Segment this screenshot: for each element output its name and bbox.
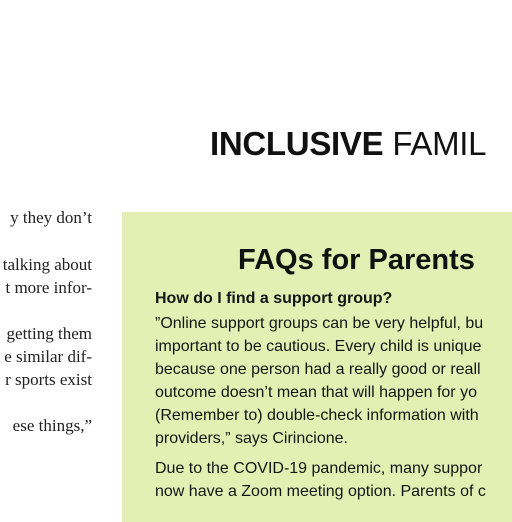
left-line: t more infor- <box>5 278 92 297</box>
header-title-light: FAMIL <box>392 125 487 162</box>
answer-line: because one person had a really good or reall <box>155 361 481 378</box>
left-line: r sports exist <box>5 370 92 389</box>
answer-line: ”Online support groups can be very helpful, bu <box>155 315 484 332</box>
faq-question: How do I find a support group? <box>155 290 393 307</box>
header-title-bold: INCLUSIVE <box>210 125 384 162</box>
left-article-column <box>0 0 92 512</box>
answer-line: outcome doesn’t mean that will happen for yo <box>155 384 477 401</box>
answer-line: providers,” says Cirincione. <box>155 430 348 447</box>
left-line: talking about <box>2 255 92 274</box>
left-line: getting them <box>6 324 92 343</box>
faq-paragraph-2 <box>155 457 486 503</box>
paragraph-line: now have a Zoom meeting option. Parents of c <box>155 483 486 500</box>
answer-line: (Remember to) double-check information with <box>155 407 479 424</box>
answer-line: important to be cautious. Every child is unique <box>155 338 482 355</box>
faq-sidebar-box <box>122 212 512 522</box>
left-line: ese things,” <box>12 416 92 435</box>
section-header <box>210 124 486 164</box>
paragraph-line: Due to the COVID-19 pandemic, many suppor <box>155 460 483 477</box>
faq-title: FAQs for Parents <box>238 244 475 276</box>
left-line: e similar dif- <box>4 347 92 366</box>
faq-answer <box>155 312 483 450</box>
left-line: y they don’t <box>10 208 92 227</box>
